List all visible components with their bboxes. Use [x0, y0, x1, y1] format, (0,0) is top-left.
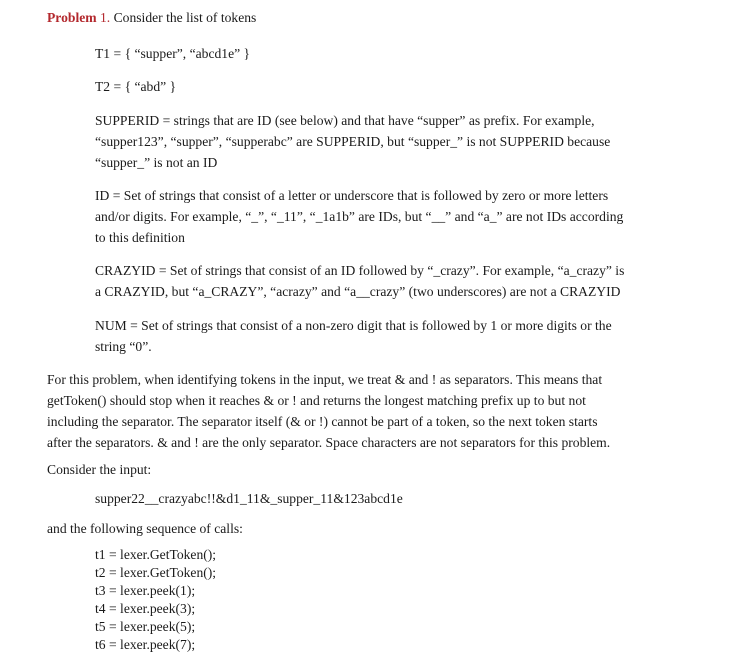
problem-number: 1.: [100, 10, 111, 25]
definition-line: to this definition: [95, 230, 185, 245]
input-heading: Consider the input:: [47, 462, 152, 477]
definition-line: ID = Set of strings that consist of a letter or underscore that is followed by zero or more letters: [95, 188, 609, 203]
call-line: t1 = lexer.GetToken();: [95, 547, 217, 562]
problem-label: Problem: [47, 10, 97, 25]
call-line: t4 = lexer.peek(3);: [95, 601, 196, 616]
problem-intro: Consider the list of tokens: [113, 10, 257, 25]
definition-line: “supper_” is not an ID: [95, 155, 218, 170]
definition-line: SUPPERID = strings that are ID (see below) and that have “supper” as prefix. For example,: [95, 113, 595, 128]
definition-line: NUM = Set of strings that consist of a non-zero digit that is followed by 1 or more digits or the: [95, 318, 612, 333]
explanation-line: For this problem, when identifying tokens in the input, we treat & and ! as separators. This means that: [47, 372, 603, 387]
call-line: t2 = lexer.GetToken();: [95, 565, 217, 580]
explanation-line: including the separator. The separator itself (& or !) cannot be part of a token, so the next token starts: [47, 414, 598, 429]
definition-line: a CRAZYID, but “a_CRAZY”, “acrazy” and “a__crazy” (two underscores) are not a CRAZYID: [95, 284, 621, 299]
call-line: t3 = lexer.peek(1);: [95, 583, 196, 598]
calls-heading: and the following sequence of calls:: [47, 521, 243, 536]
token-list-t1: T1 = { “supper”, “abcd1e” }: [95, 46, 251, 61]
definition-line: CRAZYID = Set of strings that consist of an ID followed by “_crazy”. For example, “a_crazy” is: [95, 263, 625, 278]
explanation-line: after the separators. & and ! are the only separator. Space characters are not separators for this problem.: [47, 435, 611, 450]
call-line: t5 = lexer.peek(5);: [95, 619, 196, 634]
call-line: t6 = lexer.peek(7);: [95, 637, 196, 652]
token-list-t2: T2 = { “abd” }: [95, 79, 177, 94]
input-string: supper22__crazyabc!!&d1_11&_supper_11&123abcd1e: [95, 491, 403, 506]
definition-line: string “0”.: [95, 339, 152, 354]
definition-line: “supper123”, “supper”, “supperabc” are SUPPERID, but “supper_” is not SUPPERID because: [95, 134, 611, 149]
explanation-line: getToken() should stop when it reaches & or ! and returns the longest matching prefix up to but not: [47, 393, 586, 408]
definition-line: and/or digits. For example, “_”, “_11”, “_1a1b” are IDs, but “__” and “a_” are not IDs according: [95, 209, 624, 224]
problem-heading: [47, 8, 256, 27]
